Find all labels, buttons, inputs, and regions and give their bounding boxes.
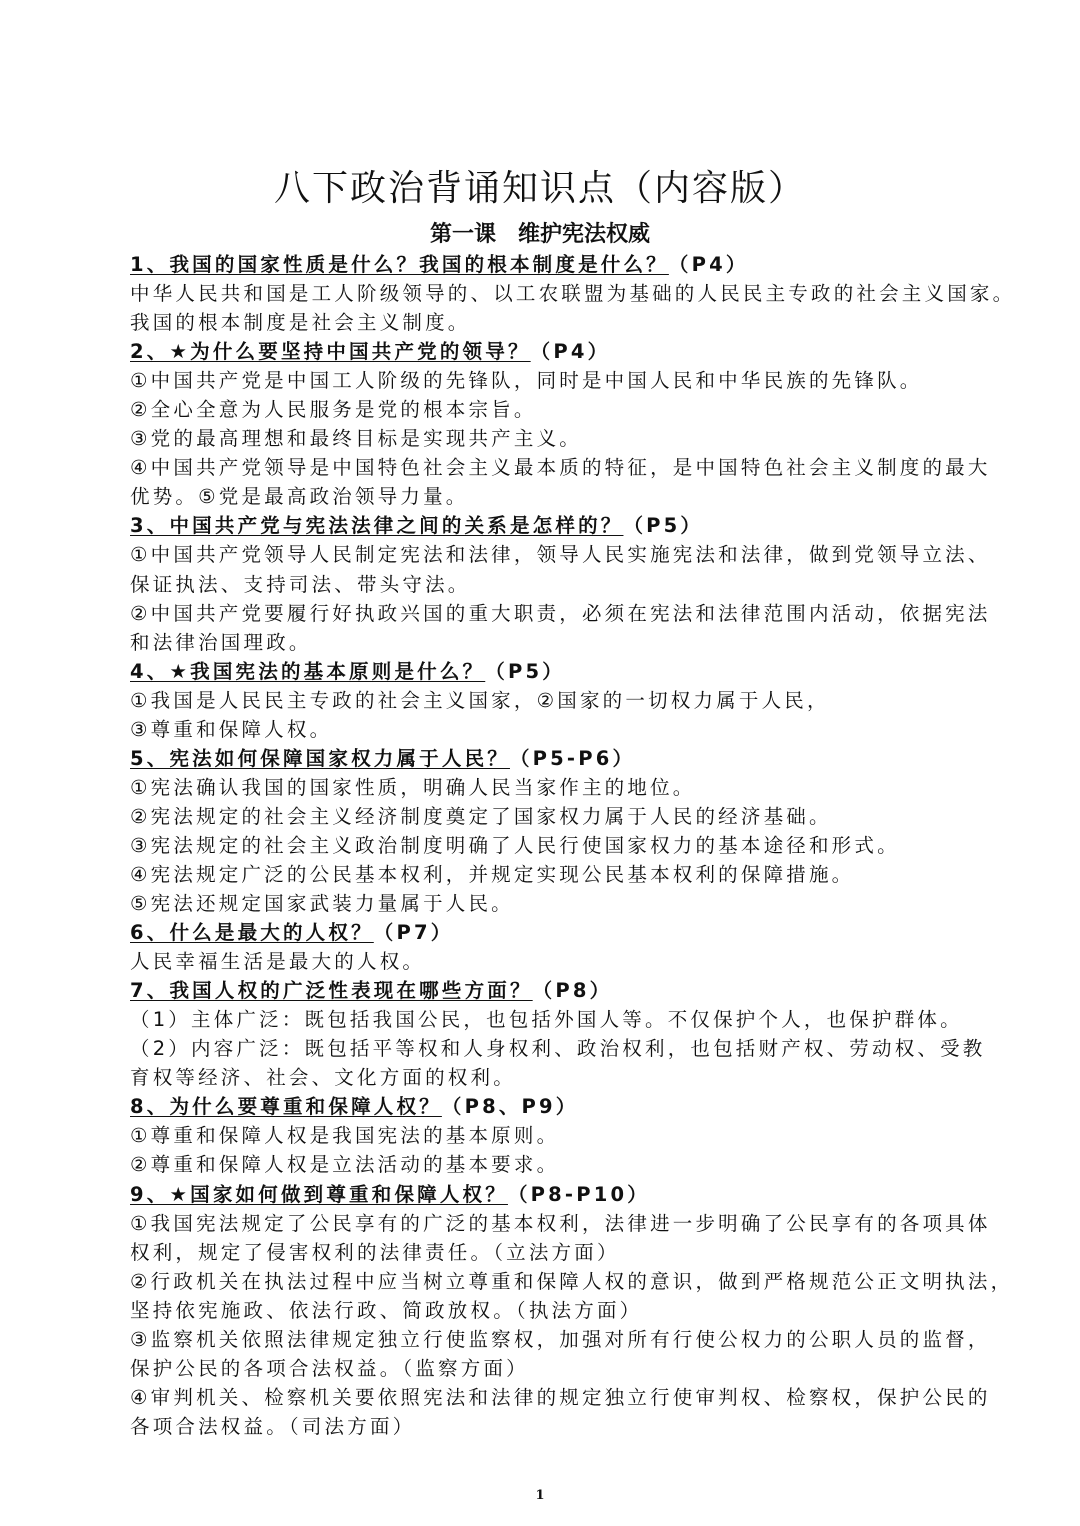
answer-line: ②宪法规定的社会主义经济制度奠定了国家权力属于人民的经济基础。 bbox=[130, 804, 832, 828]
section-6 bbox=[130, 918, 930, 976]
answer-line: ①我国是人民民主专政的社会主义国家，②国家的一切权力属于人民， bbox=[130, 688, 830, 712]
answer-line: （2）内容广泛：既包括平等权和人身权利、政治权利，也包括财产权、劳动权、受教 bbox=[130, 1037, 986, 1061]
answer-line: ④审判机关、检察机关要依照宪法和法律的规定独立行使审判权、检察权，保护公民的 bbox=[130, 1385, 991, 1409]
page-reference: （P4） bbox=[668, 253, 749, 276]
answer-line: （1）主体广泛：既包括我国公民，也包括外国人等。不仅保护个人，也保护群体。 bbox=[130, 1008, 963, 1032]
answer-line: ②中国共产党要履行好执政兴国的重大职责，必须在宪法和法律范围内活动，依据宪法 bbox=[130, 601, 991, 625]
answer-line: ①我国宪法规定了公民享有的广泛的基本权利，法律进一步明确了公民享有的各项具体 bbox=[130, 1211, 991, 1235]
answer-line: 保证执法、支持司法、带头守法。 bbox=[130, 572, 471, 596]
answer-line: ②行政机关在执法过程中应当树立尊重和保障人权的意识，做到严格规范公正文明执法， bbox=[130, 1269, 1014, 1293]
question-heading bbox=[130, 744, 930, 773]
answer-line: 各项合法权益。（司法方面） bbox=[130, 1414, 416, 1438]
question-text: 4、★我国宪法的基本原则是什么？ bbox=[130, 659, 486, 683]
answer-line: ①中国共产党是中国工人阶级的先锋队，同时是中国人民和中华民族的先锋队。 bbox=[130, 369, 923, 393]
document-title: 八下政治背诵知识点（内容版） bbox=[273, 168, 806, 209]
answer-line: ②尊重和保障人权是立法活动的基本要求。 bbox=[130, 1153, 560, 1177]
section-7 bbox=[130, 976, 986, 1092]
answer-line: 中华人民共和国是工人阶级领导的、以工农联盟为基础的人民民主专政的社会主义国家。 bbox=[130, 282, 1016, 306]
answer-line: ⑤宪法还规定国家武装力量属于人民。 bbox=[130, 892, 514, 916]
question-heading bbox=[130, 337, 930, 366]
page-reference: （P5-P6） bbox=[509, 746, 636, 770]
section-3 bbox=[130, 511, 991, 656]
question-heading bbox=[130, 1092, 930, 1121]
page-reference: （P8、P9） bbox=[441, 1095, 579, 1119]
page-reference: （P5） bbox=[485, 659, 565, 683]
answer-line: ③尊重和保障人权。 bbox=[130, 717, 333, 741]
answer-line: 和法律治国理政。 bbox=[130, 630, 312, 654]
question-text: 9、★国家如何做到尊重和保障人权？ bbox=[130, 1182, 508, 1206]
question-heading bbox=[130, 657, 930, 686]
section-9 bbox=[130, 1180, 1014, 1441]
page-reference: （P8） bbox=[532, 979, 613, 1003]
question-text: 7、我国人权的广泛性表现在哪些方面？ bbox=[130, 979, 533, 1003]
question-text: 6、什么是最大的人权？ bbox=[130, 921, 374, 945]
page-reference: （P7） bbox=[373, 921, 454, 945]
page-reference: （P4） bbox=[530, 340, 611, 364]
question-heading bbox=[130, 511, 930, 540]
page-number: 1 bbox=[535, 1488, 545, 1503]
section-8 bbox=[130, 1092, 930, 1179]
section-2 bbox=[130, 337, 991, 511]
answer-line: 优势。⑤党是最高政治领导力量。 bbox=[130, 485, 469, 509]
answer-line: ①中国共产党领导人民制定宪法和法律，领导人民实施宪法和法律，做到党领导立法、 bbox=[130, 543, 991, 567]
question-heading bbox=[130, 976, 930, 1005]
question-text: 3、中国共产党与宪法法律之间的关系是怎样的？ bbox=[130, 514, 624, 538]
section-1 bbox=[130, 250, 1016, 337]
answer-line: ②全心全意为人民服务是党的根本宗旨。 bbox=[130, 398, 537, 422]
page-reference: （P5） bbox=[623, 514, 704, 538]
section-4 bbox=[130, 657, 930, 744]
answer-line: 保护公民的各项合法权益。（监察方面） bbox=[130, 1356, 529, 1380]
question-heading bbox=[130, 250, 930, 279]
question-heading bbox=[130, 918, 930, 947]
question-text: 2、★为什么要坚持中国共产党的领导？ bbox=[130, 340, 531, 364]
question-text: 1、我国的国家性质是什么？我国的根本制度是什么？ bbox=[130, 253, 669, 276]
answer-line: ③党的最高理想和最终目标是实现共产主义。 bbox=[130, 427, 582, 451]
answer-line: ④宪法规定广泛的公民基本权利，并规定实现公民基本权利的保障措施。 bbox=[130, 862, 855, 886]
page-reference: （P8-P10） bbox=[507, 1182, 650, 1206]
question-text: 8、为什么要尊重和保障人权？ bbox=[130, 1095, 442, 1119]
answer-line: ③监察机关依照法律规定独立行使监察权，加强对所有行使公权力的公职人员的监督， bbox=[130, 1327, 991, 1351]
answer-line: 权利，规定了侵害权利的法律责任。（立法方面） bbox=[130, 1240, 620, 1264]
answer-line: ③宪法规定的社会主义政治制度明确了人民行使国家权力的基本途径和形式。 bbox=[130, 833, 900, 857]
answer-line: 育权等经济、社会、文化方面的权利。 bbox=[130, 1066, 516, 1090]
answer-line: 坚持依宪施政、依法行政、简政放权。（执法方面） bbox=[130, 1298, 643, 1322]
lesson-title: 第一课 维护宪法权威 bbox=[429, 222, 650, 247]
document-body bbox=[130, 250, 1016, 1441]
answer-line: ①尊重和保障人权是我国宪法的基本原则。 bbox=[130, 1124, 560, 1148]
question-text: 5、宪法如何保障国家权力属于人民？ bbox=[130, 746, 510, 770]
answer-line: 人民幸福生活是最大的人权。 bbox=[130, 950, 426, 974]
section-5 bbox=[130, 744, 930, 918]
question-heading bbox=[130, 1180, 930, 1209]
answer-line: ④中国共产党领导是中国特色社会主义最本质的特征，是中国特色社会主义制度的最大 bbox=[130, 456, 991, 480]
answer-line: ①宪法确认我国的国家性质，明确人民当家作主的地位。 bbox=[130, 775, 696, 799]
answer-line: 我国的根本制度是社会主义制度。 bbox=[130, 311, 471, 335]
